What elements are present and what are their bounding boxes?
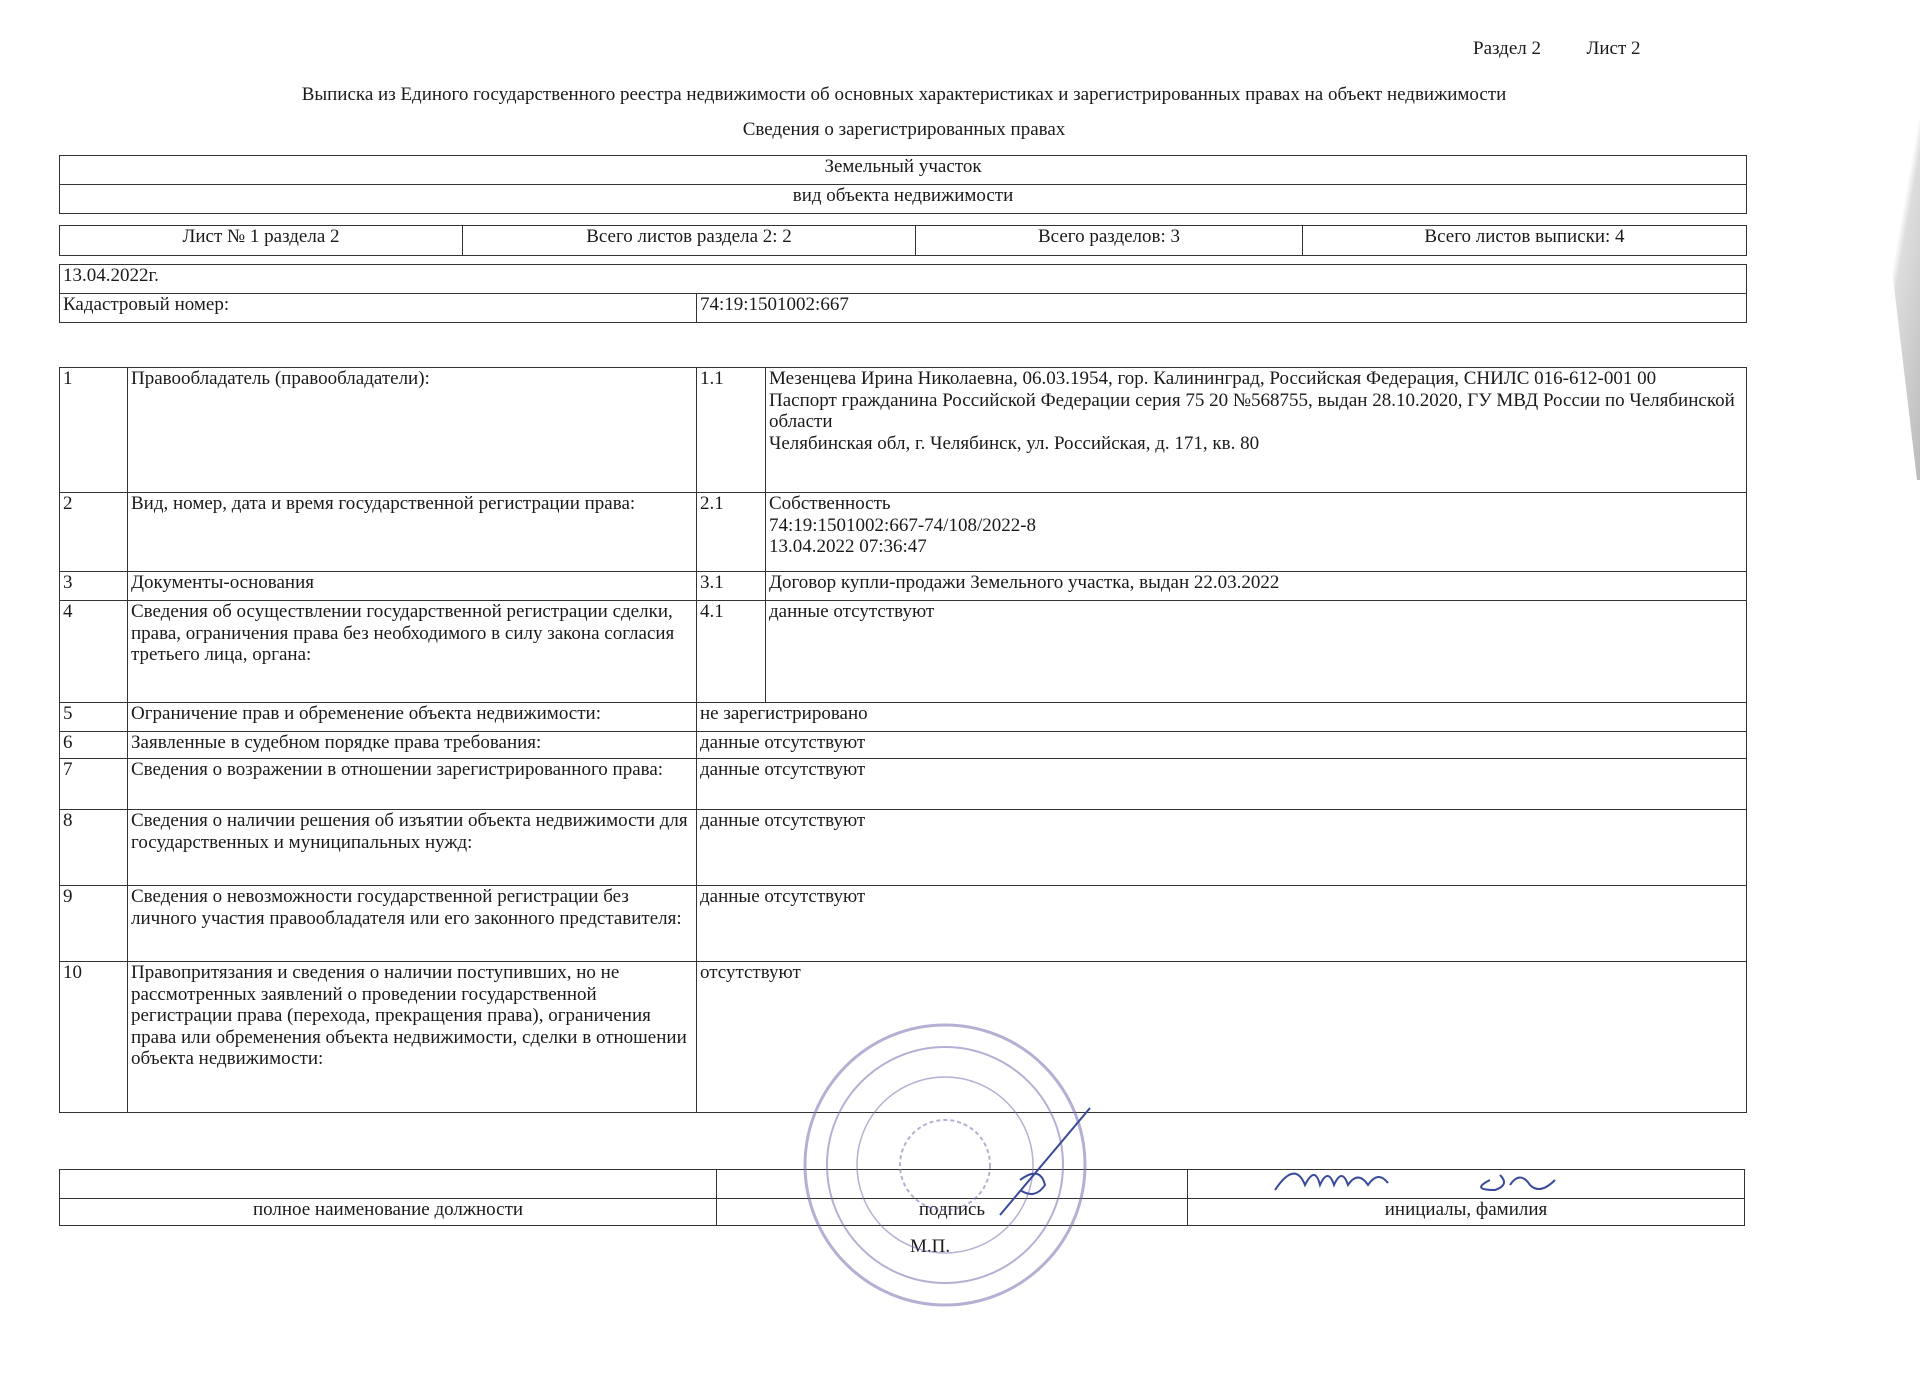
value-line: Паспорт гражданина Российской Федерации серия 75 20 №568755, выдан 28.10.2020, ГУ МВД России по Челябинской области <box>769 389 1735 432</box>
object-type: Земельный участок <box>60 156 1747 185</box>
value-line: Мезенцева Ирина Николаевна, 06.03.1954, гор. Калининград, Российская Федерация, СНИЛС 016-612-001 00 <box>769 368 1657 389</box>
sheet-label: Лист 2 <box>1586 38 1641 59</box>
table-row <box>60 601 1747 703</box>
value-line: 74:19:1501002:667-74/108/2022-8 <box>769 514 1037 536</box>
section-sheets-total: Всего листов раздела 2: 2 <box>463 226 916 256</box>
table-row <box>60 572 1747 601</box>
scan-edge-shadow <box>1860 0 1920 480</box>
value-line: Договор купли-продажи Земельного участка, выдан 22.03.2022 <box>769 572 1280 593</box>
table-row <box>60 886 1747 962</box>
table-row <box>60 732 1747 759</box>
value-line: Челябинская обл, г. Челябинск, ул. Российская, д. 171, кв. 80 <box>769 432 1260 454</box>
table-row <box>60 493 1747 572</box>
cadastral-table <box>59 264 1747 323</box>
object-type-table <box>59 155 1747 214</box>
row-number: 6 <box>60 732 128 759</box>
table-row <box>60 703 1747 732</box>
row-value <box>766 572 1747 601</box>
position-caption: полное наименование должности <box>60 1199 717 1226</box>
row-label: Сведения о невозможности государственной регистрации без личного участия правообладателя или его законного представителя: <box>128 886 697 962</box>
row-label: Сведения о наличии решения об изъятии объекта недвижимости для государственных и муниципальных нужд: <box>128 810 697 886</box>
row-number: 1 <box>60 368 128 493</box>
row-value: данные отсутствуют <box>697 759 1747 810</box>
row-number: 8 <box>60 810 128 886</box>
value-line: Собственность <box>769 493 891 514</box>
document-subtitle: Сведения о зарегистрированных правах <box>742 119 1066 140</box>
row-subnumber: 1.1 <box>697 368 766 493</box>
table-row <box>60 368 1747 493</box>
section-label: Раздел 2 <box>1473 38 1541 59</box>
seal-label: М.П. <box>910 1236 951 1257</box>
row-number: 3 <box>60 572 128 601</box>
row-number: 4 <box>60 601 128 703</box>
rights-table <box>59 367 1747 1113</box>
row-label: Правообладатель (правообладатели): <box>128 368 697 493</box>
row-subnumber: 2.1 <box>697 493 766 572</box>
position-field <box>60 1170 717 1199</box>
sheet-info-table <box>59 225 1747 256</box>
value-line: 13.04.2022 07:36:47 <box>769 536 927 557</box>
row-value: данные отсутствуют <box>697 732 1747 759</box>
row-label: Документы-основания <box>128 572 697 601</box>
row-value: данные отсутствуют <box>697 886 1747 962</box>
value-line: данные отсутствуют <box>769 601 935 622</box>
sign-caption: подпись <box>717 1199 1188 1226</box>
extract-sheets-total: Всего листов выписки: 4 <box>1303 226 1747 256</box>
row-value: данные отсутствуют <box>697 810 1747 886</box>
document-title: Выписка из Единого государственного реестра недвижимости об основных характеристиках и зарегистрированных правах на объект недвижимости <box>301 84 1507 105</box>
row-value: отсутствуют <box>697 962 1747 1113</box>
signature-scribble-icon <box>980 1100 1100 1220</box>
name-caption: инициалы, фамилия <box>1188 1199 1745 1226</box>
handwritten-name-icon <box>1270 1160 1580 1196</box>
row-value <box>766 368 1747 493</box>
extract-date: 13.04.2022г. <box>60 265 1747 294</box>
row-label: Вид, номер, дата и время государственной регистрации права: <box>128 493 697 572</box>
row-value <box>766 601 1747 703</box>
row-label: Ограничение прав и обременение объекта недвижимости: <box>128 703 697 732</box>
table-row <box>60 962 1747 1113</box>
page-label <box>1473 38 1641 60</box>
sheet-number: Лист № 1 раздела 2 <box>60 226 463 256</box>
row-subnumber: 4.1 <box>697 601 766 703</box>
row-value: не зарегистрировано <box>697 703 1747 732</box>
cadastral-label: Кадастровый номер: <box>60 294 697 323</box>
row-number: 5 <box>60 703 128 732</box>
sections-total: Всего разделов: 3 <box>916 226 1303 256</box>
signature-field <box>717 1170 1188 1199</box>
table-row <box>60 810 1747 886</box>
row-label: Сведения об осуществлении государственной регистрации сделки, права, ограничения права без необходимого в силу закона согласия третьего лица, органа: <box>128 601 697 703</box>
row-label: Правопритязания и сведения о наличии поступивших, но не рассмотренных заявлений о проведении государственной регистрации права (перехода, прекращения права), ограничения права или обременения объекта недвижимости, сделки в отношении объекта недвижимости: <box>128 962 697 1113</box>
row-label: Заявленные в судебном порядке права требования: <box>128 732 697 759</box>
row-label: Сведения о возражении в отношении зарегистрированного права: <box>128 759 697 810</box>
cadastral-number: 74:19:1501002:667 <box>697 294 1747 323</box>
object-type-caption: вид объекта недвижимости <box>60 185 1747 214</box>
row-number: 2 <box>60 493 128 572</box>
row-number: 7 <box>60 759 128 810</box>
row-subnumber: 3.1 <box>697 572 766 601</box>
table-row <box>60 759 1747 810</box>
row-value <box>766 493 1747 572</box>
row-number: 10 <box>60 962 128 1113</box>
row-number: 9 <box>60 886 128 962</box>
